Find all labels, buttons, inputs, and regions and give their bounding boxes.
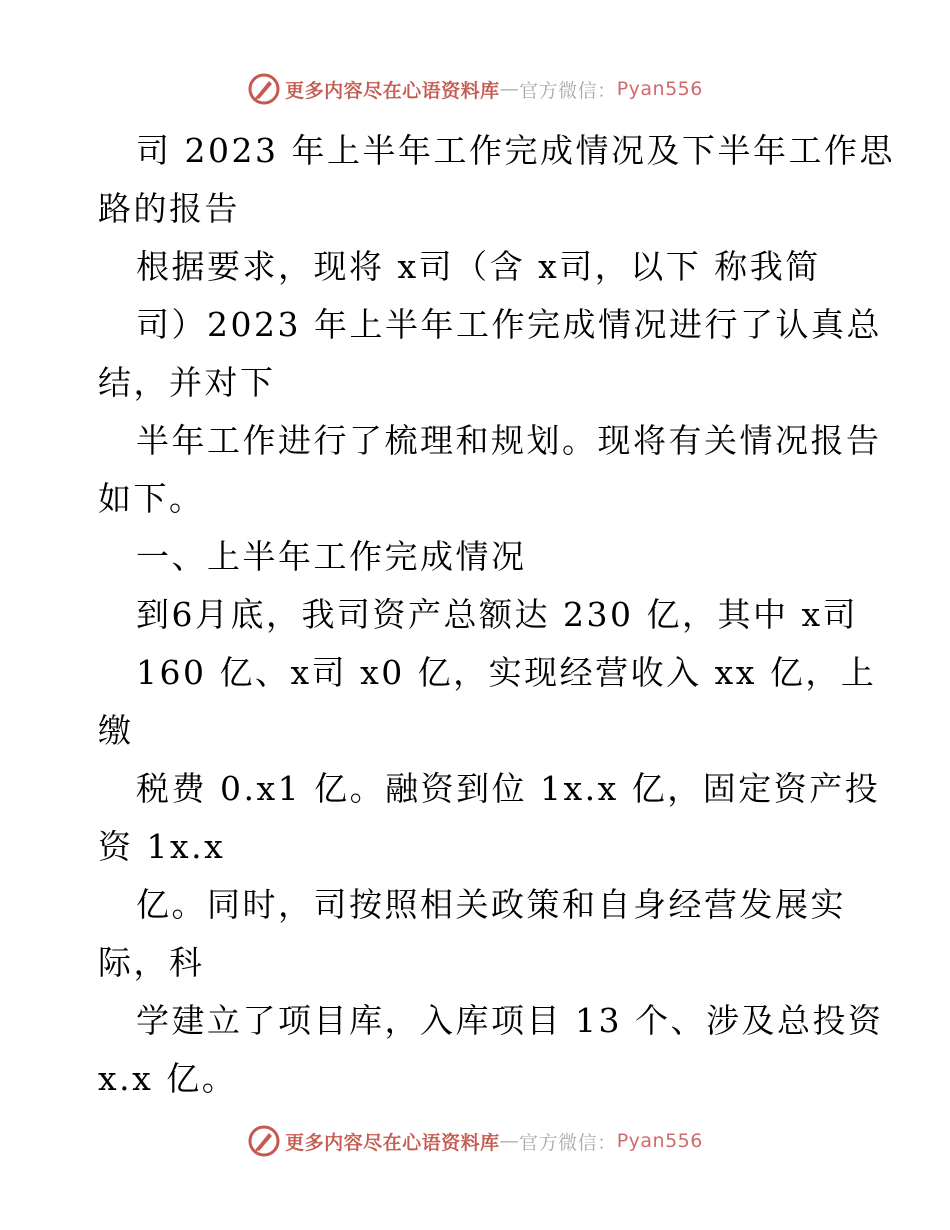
text-line: 路的报告 — [98, 189, 240, 228]
text-line: 司）2023 年上半年工作完成情况进行了认真总 — [136, 305, 882, 344]
banner-wechat-label: 官方微信： — [519, 79, 617, 102]
text-line: 160 亿、x司 x0 亿，实现经营收入 xx 亿，上 — [136, 653, 877, 692]
quill-logo-icon — [247, 72, 281, 106]
text-line: 缴 — [98, 711, 134, 750]
text-line: 资 1x.x — [98, 827, 226, 866]
text-line: 税费 0.x1 亿。融资到位 1x.x 亿，固定资产投 — [136, 769, 881, 808]
banner-dash: — — [499, 1130, 520, 1152]
text-line: 际，科 — [98, 943, 205, 982]
section-heading: 一、上半年工作完成情况 — [136, 537, 527, 576]
banner-wechat-label: 官方微信： — [519, 1131, 617, 1154]
text-line: 半年工作进行了梳理和规划。现将有关情况报告 — [136, 421, 882, 460]
text-line: x.x 亿。 — [98, 1059, 238, 1098]
banner-title: 更多内容尽在心语资料库 — [285, 79, 500, 102]
text-line: 结，并对下 — [98, 363, 276, 402]
text-line: 如下。 — [98, 479, 205, 518]
text-line: 亿。同时，司按照相关政策和自身经营发展实 — [136, 885, 846, 924]
text-line: 学建立了项目库，入库项目 13 个、涉及总投资 — [136, 1001, 884, 1040]
header-banner — [0, 72, 950, 106]
banner-title: 更多内容尽在心语资料库 — [285, 1131, 500, 1154]
document-body — [98, 122, 895, 1108]
text-line: 根据要求，现将 x司（含 x司，以下 称我简 — [136, 247, 821, 286]
banner-wechat-id: Pyan556 — [616, 78, 703, 100]
banner-dash: — — [499, 78, 520, 100]
quill-logo-icon — [247, 1124, 281, 1158]
banner-wechat-id: Pyan556 — [616, 1130, 703, 1152]
text-line: 到6月底，我司资产总额达 230 亿，其中 x司 — [136, 595, 859, 634]
text-line: 司 2023 年上半年工作完成情况及下半年工作思 — [136, 131, 895, 170]
footer-banner — [0, 1124, 950, 1158]
